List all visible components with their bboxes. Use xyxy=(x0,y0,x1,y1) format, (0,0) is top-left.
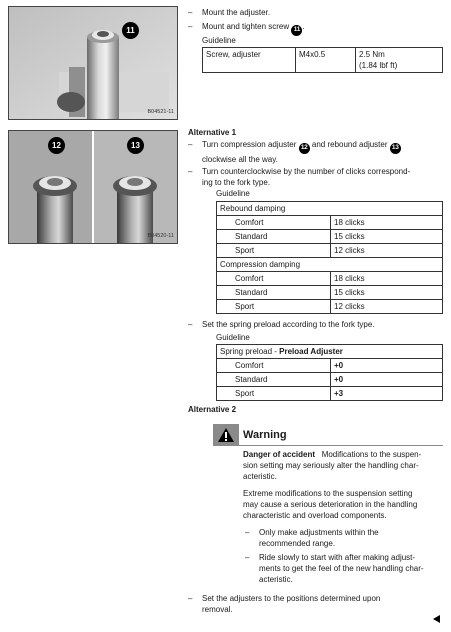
figure-code: B04521-11 xyxy=(147,109,174,116)
figure-code: B04520-11 xyxy=(147,233,174,240)
preload-value: +0 xyxy=(331,373,443,387)
warning-box xyxy=(213,424,443,585)
warning-lead-text: sion setting may seriously alter the handling char- xyxy=(243,461,419,471)
warning-text-line: may cause a serious deterioration in the handling xyxy=(243,500,418,510)
preload-header-prefix: Spring preload - xyxy=(220,347,280,356)
alternative-2-heading: Alternative 2 xyxy=(188,405,237,414)
warning-bullet-line: recommended range. xyxy=(259,539,336,549)
compression-label: Sport xyxy=(217,300,331,314)
compression-label: Comfort xyxy=(217,272,331,286)
warning-divider xyxy=(239,445,443,446)
warning-title: Warning xyxy=(243,429,287,441)
torque-table xyxy=(202,47,443,73)
warning-text-line: characteristic and overload components. xyxy=(243,511,387,521)
step-text-line: removal. xyxy=(202,605,233,615)
step-text xyxy=(202,166,430,188)
dash: – xyxy=(188,320,193,329)
compression-value: 12 clicks xyxy=(331,300,443,314)
dash: – xyxy=(245,553,250,562)
compression-value: 15 clicks xyxy=(331,286,443,300)
warning-lead-bold: Danger of accident xyxy=(243,450,316,459)
callout-13-inline: 13 xyxy=(390,143,401,154)
warning-bullet xyxy=(259,552,443,585)
fork-top-photo xyxy=(9,7,177,119)
preload-table xyxy=(216,344,443,401)
warning-bullet-line: acteristic. xyxy=(259,575,293,585)
warning-bullet-line: Only make adjustments within the xyxy=(259,528,379,537)
callout-11-inline: 11 xyxy=(291,25,302,36)
step-text-part: . xyxy=(302,22,305,31)
figure-adjusters xyxy=(8,130,178,244)
rebound-value: 18 clicks xyxy=(331,216,443,230)
alternative-1-heading: Alternative 1 xyxy=(188,128,237,137)
compression-value: 18 clicks xyxy=(331,272,443,286)
step-text-line: Set the adjusters to the positions determined upon xyxy=(202,594,381,603)
step-text: Set the spring preload according to the fork type. xyxy=(202,320,375,329)
figure-adjuster-mount xyxy=(8,6,178,120)
dash: – xyxy=(188,140,193,149)
preload-header-bold: Preload Adjuster xyxy=(279,347,343,356)
warning-lead-text: Modifications to the suspen- xyxy=(321,450,422,459)
step-text-part: and rebound adjuster xyxy=(311,140,388,149)
warning-paragraph xyxy=(243,488,443,521)
warning-lead-text: acteristic. xyxy=(243,472,277,482)
preload-label: Standard xyxy=(217,373,331,387)
compression-header: Compression damping xyxy=(217,258,443,272)
step-text-line: ing to the fork type. xyxy=(202,178,271,188)
torque-lbf: (1.84 lbf ft) xyxy=(359,61,398,71)
dash: – xyxy=(188,594,193,603)
dash: – xyxy=(188,22,193,31)
preload-header xyxy=(217,345,443,359)
step-text-part: Turn compression adjuster xyxy=(202,140,297,149)
step-text xyxy=(202,139,430,165)
rebound-value: 12 clicks xyxy=(331,244,443,258)
step-text: Mount the adjuster. xyxy=(202,8,271,17)
torque-value xyxy=(356,48,443,73)
callout-12: 12 xyxy=(48,137,65,154)
step-text-part: Mount and tighten screw xyxy=(202,22,290,31)
compression-label: Standard xyxy=(217,286,331,300)
guideline-label: Guideline xyxy=(216,189,250,198)
preload-label: Sport xyxy=(217,387,331,401)
warning-text-line: Extreme modifications to the suspension setting xyxy=(243,489,413,498)
dash: – xyxy=(245,528,250,537)
callout-13: 13 xyxy=(127,137,144,154)
fork-adjusters-photo xyxy=(9,131,177,243)
callout-12-inline: 12 xyxy=(299,143,310,154)
damping-table xyxy=(216,201,443,314)
step-text xyxy=(202,21,430,36)
rebound-label: Standard xyxy=(217,230,331,244)
warning-lead xyxy=(243,449,443,482)
step-text xyxy=(202,593,430,615)
torque-item: Screw, adjuster xyxy=(203,48,296,73)
torque-nm: 2.5 Nm xyxy=(359,50,385,59)
dash: – xyxy=(188,8,193,17)
end-marker-icon xyxy=(431,614,441,624)
torque-thread: M4x0.5 xyxy=(296,48,356,73)
preload-label: Comfort xyxy=(217,359,331,373)
rebound-value: 15 clicks xyxy=(331,230,443,244)
warning-bullet-line: Ride slowly to start with after making adjust- xyxy=(259,553,416,562)
warning-triangle-icon xyxy=(217,427,235,443)
callout-11: 11 xyxy=(122,22,139,39)
step-text-line: Turn counterclockwise by the number of clicks correspond- xyxy=(202,167,411,176)
guideline-label: Guideline xyxy=(202,36,236,45)
dash: – xyxy=(188,167,193,176)
preload-value: +0 xyxy=(331,359,443,373)
warning-bullet-line: ments to get the feel of the new handling char- xyxy=(259,564,424,574)
preload-value: +3 xyxy=(331,387,443,401)
rebound-label: Sport xyxy=(217,244,331,258)
guideline-label: Guideline xyxy=(216,333,250,342)
rebound-label: Comfort xyxy=(217,216,331,230)
step-text-part: clockwise all the way. xyxy=(202,154,278,164)
warning-bullet xyxy=(259,527,443,549)
rebound-header: Rebound damping xyxy=(217,202,443,216)
